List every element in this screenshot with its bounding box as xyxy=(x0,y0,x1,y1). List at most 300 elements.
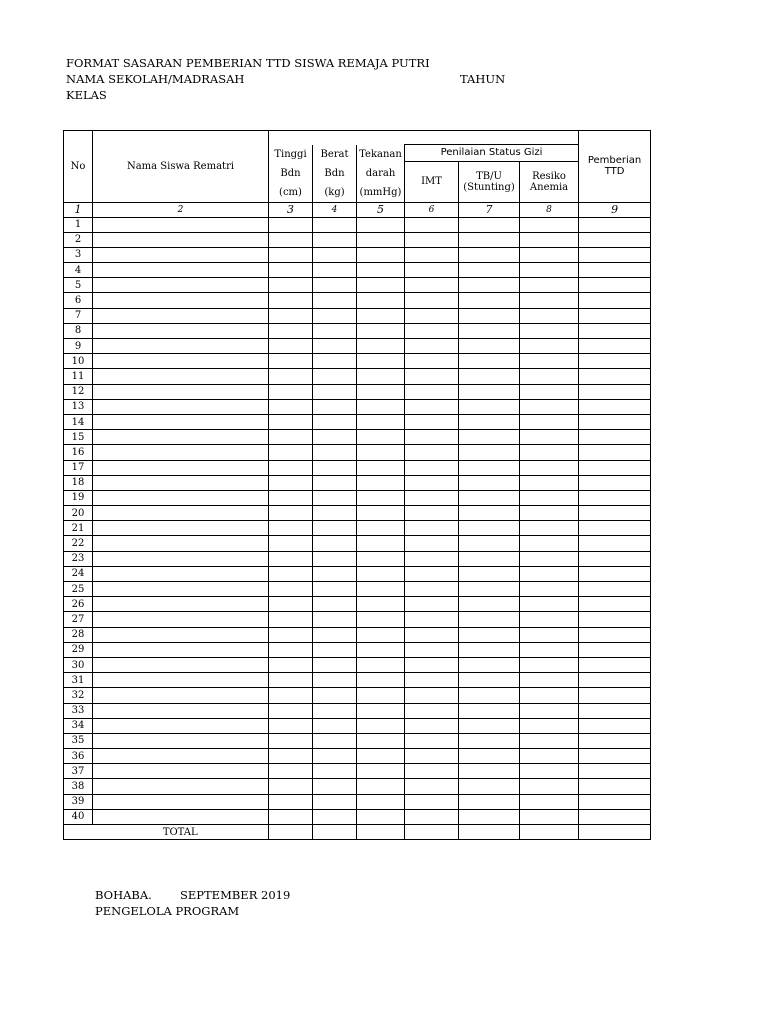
data-cell[interactable] xyxy=(313,217,357,232)
student-name-cell[interactable] xyxy=(93,369,269,384)
data-cell[interactable] xyxy=(357,460,405,475)
total-cell[interactable] xyxy=(405,825,459,840)
data-cell[interactable] xyxy=(405,764,459,779)
data-cell[interactable] xyxy=(357,764,405,779)
data-cell[interactable] xyxy=(520,490,579,505)
data-cell[interactable] xyxy=(357,354,405,369)
data-cell[interactable] xyxy=(313,673,357,688)
data-cell[interactable] xyxy=(579,232,651,247)
data-cell[interactable] xyxy=(313,582,357,597)
data-cell[interactable] xyxy=(579,673,651,688)
data-cell[interactable] xyxy=(357,794,405,809)
data-cell[interactable] xyxy=(579,490,651,505)
data-cell[interactable] xyxy=(269,733,313,748)
data-cell[interactable] xyxy=(405,779,459,794)
data-cell[interactable] xyxy=(459,308,520,323)
data-cell[interactable] xyxy=(313,536,357,551)
data-cell[interactable] xyxy=(269,263,313,278)
student-name-cell[interactable] xyxy=(93,597,269,612)
data-cell[interactable] xyxy=(313,779,357,794)
data-cell[interactable] xyxy=(579,323,651,338)
student-name-cell[interactable] xyxy=(93,308,269,323)
data-cell[interactable] xyxy=(313,627,357,642)
student-name-cell[interactable] xyxy=(93,414,269,429)
data-cell[interactable] xyxy=(520,506,579,521)
data-cell[interactable] xyxy=(313,642,357,657)
data-cell[interactable] xyxy=(520,217,579,232)
data-cell[interactable] xyxy=(269,764,313,779)
data-cell[interactable] xyxy=(405,217,459,232)
data-cell[interactable] xyxy=(405,521,459,536)
data-cell[interactable] xyxy=(459,460,520,475)
data-cell[interactable] xyxy=(459,369,520,384)
data-cell[interactable] xyxy=(269,369,313,384)
data-cell[interactable] xyxy=(313,430,357,445)
student-name-cell[interactable] xyxy=(93,642,269,657)
student-name-cell[interactable] xyxy=(93,688,269,703)
data-cell[interactable] xyxy=(269,460,313,475)
data-cell[interactable] xyxy=(520,430,579,445)
data-cell[interactable] xyxy=(405,430,459,445)
student-name-cell[interactable] xyxy=(93,627,269,642)
student-name-cell[interactable] xyxy=(93,263,269,278)
data-cell[interactable] xyxy=(313,293,357,308)
data-cell[interactable] xyxy=(520,764,579,779)
data-cell[interactable] xyxy=(357,718,405,733)
data-cell[interactable] xyxy=(405,536,459,551)
data-cell[interactable] xyxy=(579,278,651,293)
data-cell[interactable] xyxy=(579,475,651,490)
data-cell[interactable] xyxy=(269,217,313,232)
data-cell[interactable] xyxy=(520,278,579,293)
data-cell[interactable] xyxy=(579,308,651,323)
data-cell[interactable] xyxy=(405,247,459,262)
data-cell[interactable] xyxy=(459,612,520,627)
data-cell[interactable] xyxy=(269,490,313,505)
data-cell[interactable] xyxy=(459,642,520,657)
data-cell[interactable] xyxy=(520,293,579,308)
data-cell[interactable] xyxy=(313,794,357,809)
data-cell[interactable] xyxy=(459,551,520,566)
data-cell[interactable] xyxy=(579,551,651,566)
student-name-cell[interactable] xyxy=(93,733,269,748)
data-cell[interactable] xyxy=(357,445,405,460)
data-cell[interactable] xyxy=(520,414,579,429)
data-cell[interactable] xyxy=(520,399,579,414)
data-cell[interactable] xyxy=(313,764,357,779)
data-cell[interactable] xyxy=(579,809,651,824)
data-cell[interactable] xyxy=(357,749,405,764)
data-cell[interactable] xyxy=(357,263,405,278)
student-name-cell[interactable] xyxy=(93,764,269,779)
data-cell[interactable] xyxy=(520,232,579,247)
data-cell[interactable] xyxy=(405,399,459,414)
data-cell[interactable] xyxy=(269,779,313,794)
data-cell[interactable] xyxy=(405,339,459,354)
data-cell[interactable] xyxy=(313,339,357,354)
data-cell[interactable] xyxy=(357,536,405,551)
data-cell[interactable] xyxy=(357,339,405,354)
data-cell[interactable] xyxy=(579,339,651,354)
data-cell[interactable] xyxy=(520,339,579,354)
data-cell[interactable] xyxy=(459,293,520,308)
student-name-cell[interactable] xyxy=(93,293,269,308)
data-cell[interactable] xyxy=(459,339,520,354)
data-cell[interactable] xyxy=(579,521,651,536)
data-cell[interactable] xyxy=(357,384,405,399)
data-cell[interactable] xyxy=(357,627,405,642)
student-name-cell[interactable] xyxy=(93,323,269,338)
data-cell[interactable] xyxy=(269,703,313,718)
data-cell[interactable] xyxy=(520,627,579,642)
data-cell[interactable] xyxy=(579,384,651,399)
data-cell[interactable] xyxy=(269,506,313,521)
student-name-cell[interactable] xyxy=(93,460,269,475)
student-name-cell[interactable] xyxy=(93,278,269,293)
data-cell[interactable] xyxy=(405,414,459,429)
student-name-cell[interactable] xyxy=(93,809,269,824)
data-cell[interactable] xyxy=(520,733,579,748)
data-cell[interactable] xyxy=(579,399,651,414)
data-cell[interactable] xyxy=(405,490,459,505)
data-cell[interactable] xyxy=(459,597,520,612)
data-cell[interactable] xyxy=(520,308,579,323)
data-cell[interactable] xyxy=(579,354,651,369)
data-cell[interactable] xyxy=(357,809,405,824)
data-cell[interactable] xyxy=(269,642,313,657)
data-cell[interactable] xyxy=(405,794,459,809)
student-name-cell[interactable] xyxy=(93,475,269,490)
data-cell[interactable] xyxy=(269,414,313,429)
data-cell[interactable] xyxy=(357,673,405,688)
data-cell[interactable] xyxy=(459,536,520,551)
data-cell[interactable] xyxy=(357,430,405,445)
data-cell[interactable] xyxy=(269,794,313,809)
data-cell[interactable] xyxy=(520,642,579,657)
data-cell[interactable] xyxy=(579,794,651,809)
data-cell[interactable] xyxy=(520,263,579,278)
student-name-cell[interactable] xyxy=(93,749,269,764)
data-cell[interactable] xyxy=(579,460,651,475)
data-cell[interactable] xyxy=(357,278,405,293)
data-cell[interactable] xyxy=(313,263,357,278)
data-cell[interactable] xyxy=(459,247,520,262)
data-cell[interactable] xyxy=(579,779,651,794)
data-cell[interactable] xyxy=(579,733,651,748)
data-cell[interactable] xyxy=(405,460,459,475)
data-cell[interactable] xyxy=(579,430,651,445)
data-cell[interactable] xyxy=(357,733,405,748)
data-cell[interactable] xyxy=(579,293,651,308)
data-cell[interactable] xyxy=(357,247,405,262)
data-cell[interactable] xyxy=(357,506,405,521)
data-cell[interactable] xyxy=(269,430,313,445)
data-cell[interactable] xyxy=(520,673,579,688)
data-cell[interactable] xyxy=(313,460,357,475)
data-cell[interactable] xyxy=(459,764,520,779)
data-cell[interactable] xyxy=(520,566,579,581)
student-name-cell[interactable] xyxy=(93,521,269,536)
data-cell[interactable] xyxy=(579,657,651,672)
data-cell[interactable] xyxy=(269,536,313,551)
data-cell[interactable] xyxy=(579,445,651,460)
data-cell[interactable] xyxy=(520,794,579,809)
data-cell[interactable] xyxy=(459,475,520,490)
data-cell[interactable] xyxy=(405,582,459,597)
data-cell[interactable] xyxy=(313,612,357,627)
data-cell[interactable] xyxy=(357,521,405,536)
data-cell[interactable] xyxy=(520,323,579,338)
data-cell[interactable] xyxy=(269,339,313,354)
data-cell[interactable] xyxy=(313,490,357,505)
data-cell[interactable] xyxy=(269,688,313,703)
data-cell[interactable] xyxy=(357,566,405,581)
student-name-cell[interactable] xyxy=(93,794,269,809)
data-cell[interactable] xyxy=(579,263,651,278)
data-cell[interactable] xyxy=(459,673,520,688)
data-cell[interactable] xyxy=(313,308,357,323)
data-cell[interactable] xyxy=(520,460,579,475)
data-cell[interactable] xyxy=(520,582,579,597)
data-cell[interactable] xyxy=(579,247,651,262)
data-cell[interactable] xyxy=(579,749,651,764)
data-cell[interactable] xyxy=(459,794,520,809)
data-cell[interactable] xyxy=(313,384,357,399)
data-cell[interactable] xyxy=(313,688,357,703)
data-cell[interactable] xyxy=(459,733,520,748)
data-cell[interactable] xyxy=(520,551,579,566)
data-cell[interactable] xyxy=(357,551,405,566)
student-name-cell[interactable] xyxy=(93,536,269,551)
data-cell[interactable] xyxy=(357,582,405,597)
data-cell[interactable] xyxy=(405,597,459,612)
data-cell[interactable] xyxy=(313,247,357,262)
student-name-cell[interactable] xyxy=(93,551,269,566)
data-cell[interactable] xyxy=(313,749,357,764)
data-cell[interactable] xyxy=(459,582,520,597)
data-cell[interactable] xyxy=(405,369,459,384)
data-cell[interactable] xyxy=(459,232,520,247)
data-cell[interactable] xyxy=(520,247,579,262)
data-cell[interactable] xyxy=(313,278,357,293)
student-name-cell[interactable] xyxy=(93,354,269,369)
data-cell[interactable] xyxy=(459,323,520,338)
data-cell[interactable] xyxy=(357,217,405,232)
data-cell[interactable] xyxy=(313,551,357,566)
total-cell[interactable] xyxy=(269,825,313,840)
data-cell[interactable] xyxy=(579,566,651,581)
data-cell[interactable] xyxy=(313,506,357,521)
data-cell[interactable] xyxy=(520,612,579,627)
student-name-cell[interactable] xyxy=(93,217,269,232)
data-cell[interactable] xyxy=(405,642,459,657)
data-cell[interactable] xyxy=(313,521,357,536)
data-cell[interactable] xyxy=(269,308,313,323)
data-cell[interactable] xyxy=(459,263,520,278)
data-cell[interactable] xyxy=(579,414,651,429)
data-cell[interactable] xyxy=(579,688,651,703)
data-cell[interactable] xyxy=(520,657,579,672)
data-cell[interactable] xyxy=(269,718,313,733)
data-cell[interactable] xyxy=(520,703,579,718)
data-cell[interactable] xyxy=(405,566,459,581)
data-cell[interactable] xyxy=(313,445,357,460)
data-cell[interactable] xyxy=(269,354,313,369)
data-cell[interactable] xyxy=(459,430,520,445)
data-cell[interactable] xyxy=(520,445,579,460)
data-cell[interactable] xyxy=(579,627,651,642)
student-name-cell[interactable] xyxy=(93,445,269,460)
student-name-cell[interactable] xyxy=(93,582,269,597)
data-cell[interactable] xyxy=(405,749,459,764)
data-cell[interactable] xyxy=(313,597,357,612)
data-cell[interactable] xyxy=(269,657,313,672)
data-cell[interactable] xyxy=(405,278,459,293)
data-cell[interactable] xyxy=(269,445,313,460)
data-cell[interactable] xyxy=(405,703,459,718)
data-cell[interactable] xyxy=(459,278,520,293)
data-cell[interactable] xyxy=(520,688,579,703)
data-cell[interactable] xyxy=(579,764,651,779)
data-cell[interactable] xyxy=(313,657,357,672)
data-cell[interactable] xyxy=(405,263,459,278)
data-cell[interactable] xyxy=(269,627,313,642)
data-cell[interactable] xyxy=(313,718,357,733)
data-cell[interactable] xyxy=(459,506,520,521)
data-cell[interactable] xyxy=(405,612,459,627)
data-cell[interactable] xyxy=(405,733,459,748)
data-cell[interactable] xyxy=(520,536,579,551)
data-cell[interactable] xyxy=(357,369,405,384)
data-cell[interactable] xyxy=(459,627,520,642)
data-cell[interactable] xyxy=(313,566,357,581)
data-cell[interactable] xyxy=(520,718,579,733)
data-cell[interactable] xyxy=(269,566,313,581)
data-cell[interactable] xyxy=(520,597,579,612)
data-cell[interactable] xyxy=(459,688,520,703)
data-cell[interactable] xyxy=(405,718,459,733)
data-cell[interactable] xyxy=(357,490,405,505)
data-cell[interactable] xyxy=(520,384,579,399)
total-cell[interactable] xyxy=(357,825,405,840)
data-cell[interactable] xyxy=(269,809,313,824)
student-name-cell[interactable] xyxy=(93,430,269,445)
total-cell[interactable] xyxy=(459,825,520,840)
data-cell[interactable] xyxy=(579,612,651,627)
data-cell[interactable] xyxy=(405,475,459,490)
student-name-cell[interactable] xyxy=(93,612,269,627)
data-cell[interactable] xyxy=(357,779,405,794)
student-name-cell[interactable] xyxy=(93,779,269,794)
data-cell[interactable] xyxy=(357,612,405,627)
data-cell[interactable] xyxy=(459,354,520,369)
data-cell[interactable] xyxy=(269,749,313,764)
data-cell[interactable] xyxy=(313,703,357,718)
data-cell[interactable] xyxy=(269,582,313,597)
data-cell[interactable] xyxy=(357,475,405,490)
data-cell[interactable] xyxy=(313,323,357,338)
total-cell[interactable] xyxy=(579,825,651,840)
data-cell[interactable] xyxy=(313,475,357,490)
data-cell[interactable] xyxy=(357,308,405,323)
data-cell[interactable] xyxy=(405,384,459,399)
data-cell[interactable] xyxy=(357,597,405,612)
data-cell[interactable] xyxy=(405,551,459,566)
data-cell[interactable] xyxy=(459,779,520,794)
total-cell[interactable] xyxy=(520,825,579,840)
data-cell[interactable] xyxy=(357,414,405,429)
data-cell[interactable] xyxy=(405,308,459,323)
data-cell[interactable] xyxy=(520,521,579,536)
data-cell[interactable] xyxy=(357,703,405,718)
data-cell[interactable] xyxy=(357,642,405,657)
data-cell[interactable] xyxy=(520,779,579,794)
data-cell[interactable] xyxy=(579,703,651,718)
data-cell[interactable] xyxy=(405,232,459,247)
student-name-cell[interactable] xyxy=(93,399,269,414)
data-cell[interactable] xyxy=(459,718,520,733)
data-cell[interactable] xyxy=(459,414,520,429)
data-cell[interactable] xyxy=(579,369,651,384)
student-name-cell[interactable] xyxy=(93,384,269,399)
data-cell[interactable] xyxy=(357,688,405,703)
data-cell[interactable] xyxy=(313,733,357,748)
student-name-cell[interactable] xyxy=(93,490,269,505)
student-name-cell[interactable] xyxy=(93,506,269,521)
student-name-cell[interactable] xyxy=(93,247,269,262)
data-cell[interactable] xyxy=(520,369,579,384)
data-cell[interactable] xyxy=(520,749,579,764)
data-cell[interactable] xyxy=(520,354,579,369)
data-cell[interactable] xyxy=(459,521,520,536)
data-cell[interactable] xyxy=(269,551,313,566)
data-cell[interactable] xyxy=(313,369,357,384)
data-cell[interactable] xyxy=(405,354,459,369)
data-cell[interactable] xyxy=(459,217,520,232)
data-cell[interactable] xyxy=(405,506,459,521)
data-cell[interactable] xyxy=(405,673,459,688)
data-cell[interactable] xyxy=(459,445,520,460)
data-cell[interactable] xyxy=(459,384,520,399)
data-cell[interactable] xyxy=(313,354,357,369)
data-cell[interactable] xyxy=(459,490,520,505)
data-cell[interactable] xyxy=(579,582,651,597)
data-cell[interactable] xyxy=(269,521,313,536)
data-cell[interactable] xyxy=(579,718,651,733)
data-cell[interactable] xyxy=(269,673,313,688)
data-cell[interactable] xyxy=(269,323,313,338)
data-cell[interactable] xyxy=(459,566,520,581)
data-cell[interactable] xyxy=(520,809,579,824)
data-cell[interactable] xyxy=(405,445,459,460)
student-name-cell[interactable] xyxy=(93,232,269,247)
data-cell[interactable] xyxy=(269,232,313,247)
data-cell[interactable] xyxy=(579,536,651,551)
data-cell[interactable] xyxy=(269,247,313,262)
data-cell[interactable] xyxy=(357,323,405,338)
data-cell[interactable] xyxy=(459,657,520,672)
data-cell[interactable] xyxy=(405,688,459,703)
data-cell[interactable] xyxy=(269,278,313,293)
data-cell[interactable] xyxy=(459,399,520,414)
student-name-cell[interactable] xyxy=(93,673,269,688)
data-cell[interactable] xyxy=(459,809,520,824)
data-cell[interactable] xyxy=(269,475,313,490)
data-cell[interactable] xyxy=(405,627,459,642)
student-name-cell[interactable] xyxy=(93,657,269,672)
data-cell[interactable] xyxy=(405,657,459,672)
student-name-cell[interactable] xyxy=(93,566,269,581)
